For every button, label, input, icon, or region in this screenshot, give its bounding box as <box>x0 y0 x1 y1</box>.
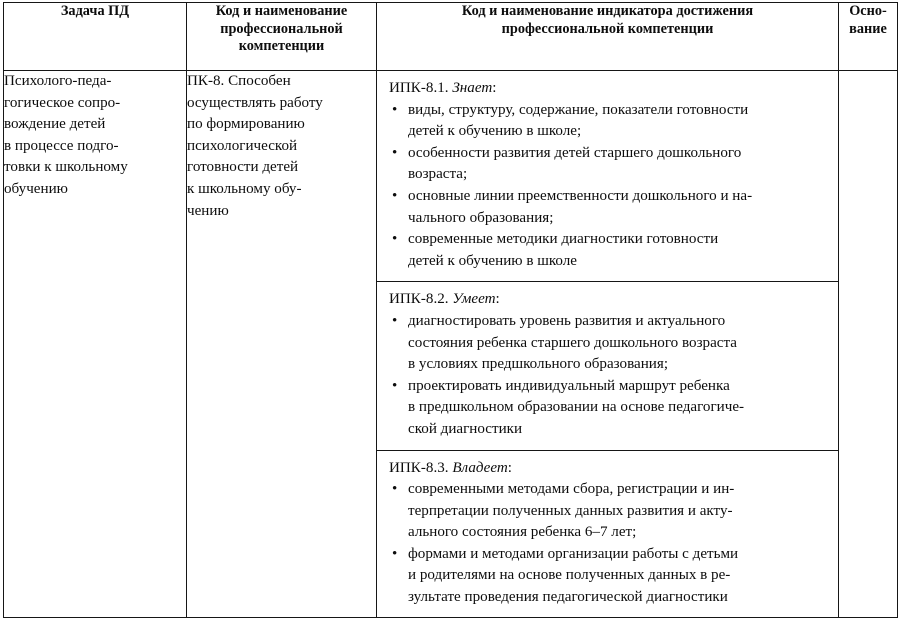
indicator-verb-8-3: Владеет <box>452 459 508 476</box>
column-header-indicator-line-1: Код и наименование индикатора достижения <box>461 3 754 19</box>
indicator-colon-8-1: : <box>492 80 497 96</box>
indicator-block-8-3 <box>377 451 838 617</box>
item-line: состояния ребенка старшего дошкольного возраста <box>408 334 737 351</box>
table-row <box>4 71 898 618</box>
table-header-row <box>4 3 898 71</box>
task-line-5: товки к школьному <box>4 159 128 176</box>
indicator-verb-8-1: Знает <box>452 80 493 96</box>
item-line: виды, структуру, содержание, показатели готовности <box>408 101 749 118</box>
column-header-indicator-line-2: профессиональной компетенции <box>501 20 714 37</box>
competency-line-7: чению <box>187 202 229 219</box>
item-line: в предшкольном образовании на основе педагогиче- <box>408 399 745 416</box>
item-line: формами и методами организации работы с детьми <box>408 545 739 562</box>
indicator-title-8-2 <box>389 289 830 311</box>
item-line: современные методики диагностики готовности <box>408 231 719 248</box>
column-header-competency-line-2: профессиональной <box>220 20 343 37</box>
indicator-block-8-2 <box>377 282 838 450</box>
indicator-block-8-1 <box>377 71 838 282</box>
item-line: детей к обучению в школе; <box>408 123 582 140</box>
item-line: детей к обучению в школе <box>408 252 577 269</box>
task-line-2: гогическое сопро- <box>4 94 121 111</box>
cell-basis <box>839 71 898 618</box>
list-item <box>389 100 830 143</box>
task-line-6: обучению <box>4 180 68 197</box>
indicator-list-8-1 <box>389 100 830 273</box>
indicator-stack <box>377 71 838 617</box>
item-line: терпретации полученных данных развития и акту- <box>408 502 733 519</box>
indicator-list-8-2 <box>389 311 830 441</box>
list-item <box>389 544 830 609</box>
column-header-indicator <box>377 3 839 71</box>
indicator-code-8-1: ИПК-8.1. <box>389 80 449 96</box>
cell-task <box>4 71 187 618</box>
indicator-colon-8-3: : <box>507 459 512 476</box>
column-header-task <box>4 3 187 71</box>
indicator-title-8-3 <box>389 458 830 480</box>
list-item <box>389 311 830 376</box>
item-line: зультате проведения педагогической диагностики <box>408 589 728 606</box>
competency-line-5: готовности детей <box>187 159 299 176</box>
cell-competency <box>187 71 377 618</box>
list-item <box>389 143 830 186</box>
table-header <box>4 3 898 71</box>
indicator-colon-8-2: : <box>495 291 500 308</box>
indicator-code-8-3: ИПК-8.3. <box>389 459 449 476</box>
task-line-4: в процессе подго- <box>4 137 119 154</box>
item-line: в условиях предшкольного образования; <box>408 356 669 373</box>
item-line: и родителями на основе полученных данных в ре- <box>408 567 731 584</box>
item-line: диагностировать уровень развития и актуального <box>408 312 726 329</box>
column-header-task-line-1: Задача ПД <box>60 3 130 19</box>
competency-line-1: ПК-8. Способен <box>187 73 291 89</box>
item-line: возраста; <box>408 166 468 183</box>
competency-table <box>3 2 898 618</box>
task-line-1: Психолого-педа- <box>4 73 112 89</box>
list-item <box>389 376 830 441</box>
item-line: ской диагностики <box>408 420 523 437</box>
competency-line-4: психологической <box>187 137 298 154</box>
cell-indicators <box>377 71 839 618</box>
column-header-competency-line-1: Код и наименование <box>215 3 348 19</box>
item-line: чального образования; <box>408 209 554 226</box>
column-header-basis <box>839 3 898 71</box>
table-body <box>4 71 898 618</box>
item-line: особенности развития детей старшего дошкольного <box>408 144 742 161</box>
item-line: ального состояния ребенка 6–7 лет; <box>408 524 637 541</box>
indicator-title-8-1 <box>389 78 830 100</box>
column-header-competency <box>187 3 377 71</box>
list-item <box>389 229 830 272</box>
competency-line-2: осуществлять работу <box>187 94 323 111</box>
column-header-competency-line-3: компетенции <box>238 38 325 54</box>
column-header-basis-line-2: вание <box>849 20 887 37</box>
indicator-list-8-3 <box>389 479 830 609</box>
item-line: основные линии преемственности дошкольного и на- <box>408 187 753 204</box>
item-line: современными методами сбора, регистрации и ин- <box>408 481 735 498</box>
competency-line-3: по формированию <box>187 116 305 133</box>
column-header-basis-line-1: Осно- <box>849 3 887 19</box>
indicator-verb-8-2: Умеет <box>452 291 496 308</box>
indicator-code-8-2: ИПК-8.2. <box>389 291 449 308</box>
item-line: проектировать индивидуальный маршрут ребенка <box>408 377 730 394</box>
list-item <box>389 186 830 229</box>
task-line-3: вождение детей <box>4 116 106 133</box>
competency-line-6: к школьному обу- <box>187 180 302 197</box>
list-item <box>389 479 830 544</box>
